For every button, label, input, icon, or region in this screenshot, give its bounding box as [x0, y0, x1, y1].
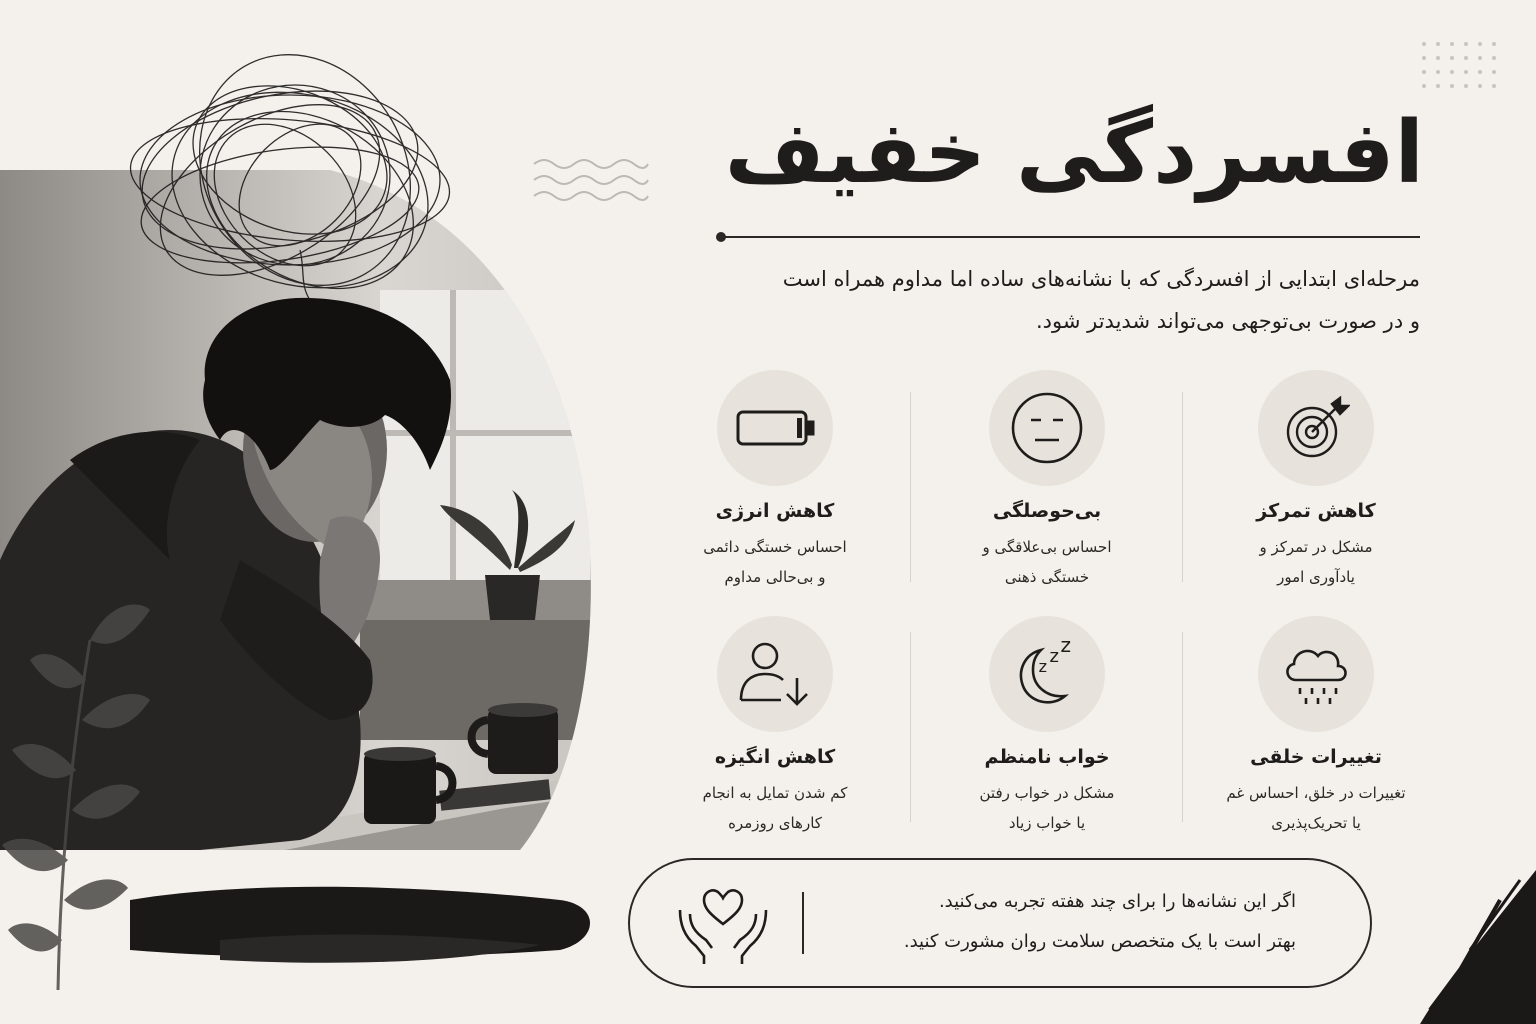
symptom-desc-1: مشکل در تمرکز و	[1259, 538, 1373, 556]
ink-brush-decoration	[1400, 870, 1536, 1024]
intro-line-1: مرحله‌ای ابتدایی از افسردگی که با نشانه‌های ساده اما مداوم همراه است	[782, 267, 1420, 291]
neutral-face-icon	[989, 370, 1105, 486]
symptom-desc-2: یادآوری امور	[1277, 568, 1355, 586]
low-battery-icon	[717, 370, 833, 486]
intro-line-2: و در صورت بی‌توجهی می‌تواند شدیدتر شود.	[1035, 309, 1420, 333]
symptom-title: کاهش تمرکز	[1256, 500, 1376, 522]
symptom-desc-2: کارهای روزمره	[728, 814, 822, 832]
grid-divider	[910, 632, 911, 822]
symptom-desc-2: خستگی ذهنی	[1004, 568, 1090, 586]
symptom-irregular-sleep	[912, 616, 1182, 838]
depressed-person-illustration	[0, 0, 640, 1024]
advice-box	[628, 858, 1372, 988]
symptom-title: کاهش انرژی	[715, 500, 835, 522]
intro-text	[720, 258, 1420, 342]
page-title: افسردگی خفیف	[724, 103, 1424, 203]
symptom-low-motivation	[640, 616, 910, 838]
symptom-title: تغییرات خلقی	[1250, 746, 1382, 768]
symptom-desc-1: مشکل در خواب رفتن	[979, 784, 1115, 802]
grid-divider	[910, 392, 911, 582]
symptom-boredom	[912, 370, 1182, 592]
advice-text	[796, 882, 1296, 962]
advice-line-1: اگر این نشانه‌ها را برای چند هفته تجربه می‌کنید.	[938, 891, 1296, 912]
svg-text:z: z	[1060, 636, 1071, 657]
title-divider	[720, 236, 1420, 238]
heart-hands-icon	[676, 884, 770, 970]
symptom-title: کاهش انگیزه	[714, 746, 836, 768]
symptom-low-energy	[640, 370, 910, 592]
moon-sleep-icon	[989, 616, 1105, 732]
symptom-desc-1: کم شدن تمایل به انجام	[702, 784, 848, 802]
dot-grid-decoration	[1420, 40, 1496, 90]
symptom-desc-2: و بی‌حالی مداوم	[724, 568, 826, 586]
symptom-desc-2: یا تحریک‌پذیری	[1271, 814, 1361, 832]
title-divider-dot	[716, 232, 726, 242]
symptom-concentration	[1181, 370, 1451, 592]
symptom-desc-1: احساس بی‌علاقگی و	[982, 538, 1112, 556]
user-down-icon	[717, 616, 833, 732]
symptom-mood-changes	[1181, 616, 1451, 838]
symptom-title: بی‌حوصلگی	[992, 500, 1102, 522]
rain-cloud-icon	[1258, 616, 1374, 732]
advice-line-2: بهتر است با یک متخصص سلامت روان مشورت کنید.	[903, 931, 1296, 952]
symptom-desc-2: یا خواب زیاد	[1008, 814, 1086, 832]
svg-text:z: z	[1038, 657, 1047, 676]
symptom-desc-1: تغییرات در خلق، احساس غم	[1226, 784, 1406, 802]
symptom-desc-1: احساس خستگی دائمی	[703, 538, 847, 556]
target-icon	[1258, 370, 1374, 486]
symptom-title: خواب نامنظم	[984, 746, 1110, 768]
svg-text:z: z	[1049, 646, 1059, 667]
